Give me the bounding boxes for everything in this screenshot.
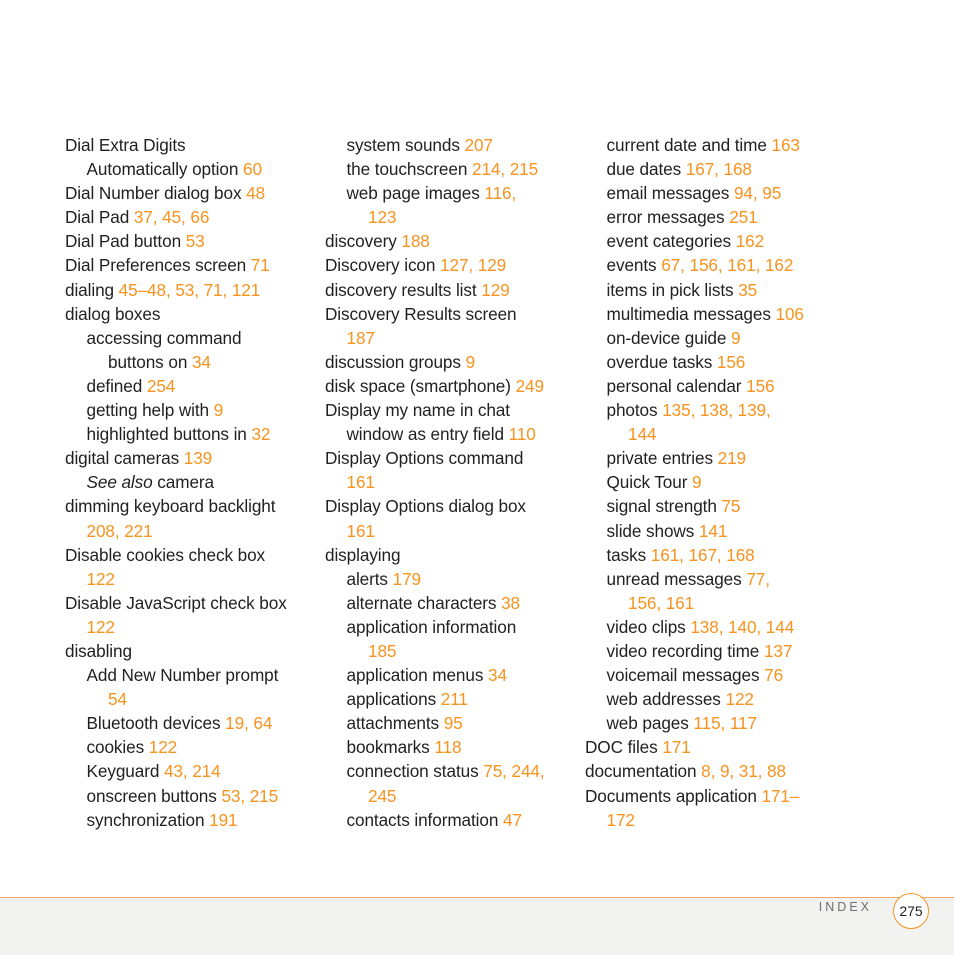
index-term: personal calendar — [606, 375, 747, 396]
page-reference-link[interactable]: 77, — [746, 568, 770, 589]
index-term: disk space (smartphone) — [325, 375, 516, 396]
index-entry — [325, 229, 575, 253]
index-entry — [585, 278, 835, 302]
page-reference-link[interactable]: 8, 9, 31, 88 — [701, 761, 786, 782]
index-term: Documents application — [585, 785, 762, 806]
index-term: discussion groups — [325, 351, 466, 372]
page-reference-link[interactable]: 122 — [148, 737, 178, 758]
index-term: alternate characters — [346, 592, 502, 613]
index-entry — [585, 735, 835, 759]
index-entry — [585, 615, 835, 639]
index-term: Quick Tour — [606, 472, 693, 493]
page-reference-link[interactable]: 54 — [108, 689, 127, 710]
page-reference-link[interactable]: 162 — [735, 231, 765, 252]
page-reference-link[interactable]: 35 — [738, 279, 758, 300]
page-reference-link[interactable]: 123 — [368, 207, 397, 228]
index-column-3 — [585, 133, 835, 832]
index-term: due dates — [606, 159, 686, 180]
index-entry — [325, 253, 575, 277]
index-term: displaying — [325, 544, 401, 565]
page-reference-link[interactable]: 167, 168 — [685, 159, 752, 180]
page-reference-link[interactable]: 207 — [464, 135, 493, 155]
page-reference-link[interactable]: 211 — [440, 689, 468, 710]
index-entry — [325, 759, 575, 783]
page-reference-link[interactable]: 34 — [488, 665, 507, 686]
index-term: overdue tasks — [606, 351, 717, 372]
page-reference-link[interactable]: 245 — [368, 785, 397, 806]
index-entry — [325, 711, 575, 735]
page-reference-link[interactable]: 75, 244, — [483, 761, 545, 782]
index-term: digital cameras — [65, 448, 184, 469]
index-entry — [325, 591, 575, 615]
index-term: Dial Pad button — [65, 231, 186, 252]
index-entry — [585, 784, 835, 808]
page-reference-link[interactable]: 53 — [185, 231, 205, 252]
index-entry — [325, 350, 575, 374]
index-entry — [65, 615, 315, 639]
index-term: alerts — [346, 568, 393, 589]
index-term: defined — [86, 375, 147, 396]
index-entry — [585, 181, 835, 205]
index-entry — [585, 808, 835, 832]
index-entry — [65, 278, 315, 302]
page-reference-link[interactable]: 127, 129 — [440, 255, 507, 276]
index-entry — [325, 422, 575, 446]
page-reference-link[interactable]: 116, — [484, 183, 517, 204]
index-entry — [585, 422, 835, 446]
index-entry — [585, 663, 835, 687]
index-term: Discovery icon — [325, 255, 441, 276]
index-term: Disable cookies check box — [65, 544, 266, 565]
page-reference-link[interactable]: 172 — [606, 809, 635, 830]
index-term: video recording time — [606, 640, 764, 661]
index-entry — [585, 157, 835, 181]
index-entry — [65, 519, 315, 543]
index-term: Bluetooth devices — [86, 713, 226, 734]
page-reference-link[interactable]: 45–48, 53, 71, 121 — [118, 279, 261, 300]
index-term: unread messages — [606, 568, 747, 589]
index-term: bookmarks — [346, 737, 435, 758]
index-term: window as entry field — [346, 424, 509, 445]
index-term: discovery — [325, 231, 402, 252]
index-term: contacts information — [346, 809, 503, 830]
page-reference-link[interactable]: 185 — [368, 640, 397, 661]
index-entry — [585, 687, 835, 711]
index-entry — [585, 567, 835, 591]
index-entry — [585, 494, 835, 518]
index-entry — [585, 543, 835, 567]
index-entry — [65, 133, 315, 157]
index-term: web addresses — [606, 689, 726, 710]
index-entry — [325, 808, 575, 832]
index-term: synchronization — [86, 809, 210, 830]
page-reference-link[interactable]: 9 — [213, 400, 224, 421]
index-term: signal strength — [606, 496, 722, 517]
index-term: private entries — [606, 448, 718, 469]
page-reference-link[interactable]: 163 — [771, 135, 800, 155]
index-term: disabling — [65, 640, 132, 661]
page-reference-link[interactable]: 187 — [346, 327, 375, 348]
index-term: voicemail messages — [606, 665, 765, 686]
index-term: Display Options dialog box — [325, 496, 526, 517]
page-reference-link[interactable]: 75 — [721, 496, 741, 517]
index-entry — [325, 398, 575, 422]
see-also-label: See also — [86, 472, 153, 493]
index-term: attachments — [346, 713, 444, 734]
index-entry — [585, 639, 835, 663]
index-term: Add New Number prompt — [86, 665, 279, 686]
index-entry — [325, 133, 575, 157]
index-entry — [65, 591, 315, 615]
index-entry — [585, 759, 835, 783]
page-reference-link[interactable]: 9 — [731, 327, 741, 348]
page-reference-link[interactable]: 191 — [209, 809, 238, 830]
index-entry — [585, 519, 835, 543]
index-term: application information — [346, 616, 517, 637]
index-entry — [65, 784, 315, 808]
index-term: photos — [606, 400, 663, 421]
page-reference-link[interactable]: 122 — [86, 616, 115, 637]
page-reference-link[interactable]: 32 — [251, 424, 271, 445]
index-term: getting help with — [86, 400, 214, 421]
index-entry — [325, 326, 575, 350]
page-reference-link[interactable]: 156 — [716, 351, 746, 372]
page-reference-link[interactable]: 138, 140, 144 — [690, 616, 795, 637]
index-term: discovery results list — [325, 279, 482, 300]
index-entry — [325, 157, 575, 181]
index-term: application menus — [346, 665, 489, 686]
index-entry — [325, 639, 575, 663]
page-reference-link[interactable]: 214, 215 — [471, 159, 539, 180]
index-entry — [325, 205, 575, 229]
index-entry — [585, 205, 835, 229]
page-reference-link[interactable]: 106 — [775, 303, 804, 324]
index-term: DOC files — [585, 737, 663, 758]
index-entry — [65, 567, 315, 591]
index-term: email messages — [606, 183, 734, 204]
index-entry — [65, 350, 315, 374]
index-term: events — [606, 255, 662, 276]
page-reference-link[interactable]: 37, 45, 66 — [133, 207, 210, 228]
page-reference-link[interactable]: 48 — [246, 183, 266, 204]
index-entry — [65, 759, 315, 783]
index-entry — [65, 229, 315, 253]
index-term: connection status — [346, 761, 484, 782]
page-reference-link[interactable]: 19, 64 — [225, 713, 273, 734]
page-reference-link[interactable]: 171– — [761, 785, 800, 806]
index-entry — [325, 494, 575, 518]
page-reference-link[interactable]: 139 — [183, 448, 213, 469]
index-term: Keyguard — [86, 761, 164, 782]
index-term: tasks — [606, 544, 651, 565]
index-entry — [65, 157, 315, 181]
index-term: Disable JavaScript check box — [65, 592, 287, 613]
page-reference-link[interactable]: 38 — [501, 592, 520, 613]
index-term: video clips — [606, 616, 691, 637]
index-entry — [65, 687, 315, 711]
page-number: 275 — [893, 893, 929, 929]
page-reference-link[interactable]: 118 — [434, 737, 462, 758]
index-entry — [65, 398, 315, 422]
page-reference-link[interactable]: 122 — [86, 568, 115, 589]
index-entry — [585, 374, 835, 398]
page-reference-link[interactable]: 219 — [717, 448, 747, 469]
page-reference-link[interactable]: 95 — [443, 713, 463, 734]
index-entry — [585, 133, 835, 157]
index-entry — [325, 784, 575, 808]
index-entry — [325, 374, 575, 398]
index-entry — [325, 543, 575, 567]
index-entry — [325, 567, 575, 591]
index-term: Dial Preferences screen — [65, 255, 251, 276]
page-reference-link[interactable]: 9 — [692, 472, 702, 493]
index-entry — [325, 663, 575, 687]
page-reference-link[interactable]: 135, 138, 139, — [662, 400, 771, 421]
index-entry — [325, 470, 575, 494]
index-term: web pages — [606, 713, 694, 734]
index-entry — [65, 205, 315, 229]
index-term: items in pick lists — [606, 279, 739, 300]
page-reference-link[interactable]: 43, 214 — [163, 761, 221, 782]
index-entry — [325, 735, 575, 759]
index-term: multimedia messages — [606, 303, 776, 324]
index-entry — [65, 253, 315, 277]
index-term: event categories — [606, 231, 736, 252]
index-entry — [325, 615, 575, 639]
page-reference-link[interactable]: 188 — [401, 231, 430, 252]
page-reference-link[interactable]: 161 — [346, 472, 375, 493]
index-entry — [585, 470, 835, 494]
page-reference-link[interactable]: 53, 215 — [221, 785, 279, 806]
index-column-2 — [325, 133, 575, 832]
page-reference-link[interactable]: 137 — [763, 640, 793, 661]
page-reference-link[interactable]: 115, 117 — [693, 713, 757, 734]
index-entry — [65, 711, 315, 735]
index-entry — [65, 735, 315, 759]
index-entry — [325, 302, 575, 326]
index-entry — [325, 687, 575, 711]
page-reference-link[interactable]: 144 — [628, 424, 657, 445]
page-reference-link[interactable]: 161 — [346, 520, 375, 541]
index-term: onscreen buttons — [86, 785, 222, 806]
page-reference-link[interactable]: 254 — [146, 375, 176, 396]
page-reference-link[interactable]: 67, 156, 161, 162 — [661, 255, 794, 276]
index-term: dialing — [65, 279, 119, 300]
section-label: INDEX — [818, 900, 872, 914]
page-reference-link[interactable]: 9 — [465, 351, 476, 372]
index-term: Display my name in chat — [325, 400, 510, 421]
index-entry — [325, 278, 575, 302]
index-entry — [325, 519, 575, 543]
index-term: the touchscreen — [346, 159, 472, 180]
index-entry — [65, 302, 315, 326]
index-entry — [585, 253, 835, 277]
page-reference-link[interactable]: 129 — [481, 279, 510, 300]
page-reference-link[interactable]: 34 — [191, 351, 211, 372]
index-term: camera — [152, 472, 214, 493]
page-reference-link[interactable]: 156, 161 — [628, 592, 695, 613]
index-term: Automatically option — [86, 159, 243, 180]
index-entry — [585, 446, 835, 470]
page-reference-link[interactable]: 141 — [698, 520, 728, 541]
page-reference-link[interactable]: 208, 221 — [86, 520, 153, 541]
index-entry — [325, 446, 575, 470]
index-term: system sounds — [346, 135, 465, 155]
page-reference-link[interactable]: 47 — [502, 809, 522, 830]
index-entry — [585, 398, 835, 422]
page-reference-link[interactable]: 71 — [250, 255, 270, 276]
index-entry — [585, 711, 835, 735]
index-entry — [585, 350, 835, 374]
index-term: Dial Number dialog box — [65, 183, 247, 204]
index-term: on-device guide — [606, 327, 732, 348]
index-term: buttons on — [108, 351, 192, 372]
page-reference-link[interactable]: 251 — [729, 207, 758, 228]
index-entry — [65, 181, 315, 205]
page-reference-link[interactable]: 179 — [392, 568, 421, 589]
index-entry — [65, 446, 315, 470]
index-term: current date and time — [606, 135, 772, 155]
index-entry — [65, 470, 315, 494]
index-entry — [585, 229, 835, 253]
page-reference-link[interactable]: 249 — [515, 375, 544, 396]
page-reference-link[interactable]: 122 — [725, 689, 754, 710]
index-term: web page images — [346, 183, 485, 204]
index-entry — [585, 302, 835, 326]
index-entry — [65, 326, 315, 350]
index-term: Dial Extra Digits — [65, 135, 186, 155]
index-term: documentation — [585, 761, 702, 782]
index-entry — [65, 374, 315, 398]
index-entry — [585, 591, 835, 615]
index-term: slide shows — [606, 520, 699, 541]
index-entry — [65, 422, 315, 446]
index-term: Display Options command — [325, 448, 524, 469]
page-reference-link[interactable]: 110 — [508, 424, 536, 445]
index-entry — [65, 639, 315, 663]
index-term: Discovery Results screen — [325, 303, 517, 324]
page-reference-link[interactable]: 60 — [243, 159, 262, 180]
index-entry — [65, 663, 315, 687]
index-term: cookies — [86, 737, 149, 758]
index-entry — [65, 494, 315, 518]
index-term: error messages — [606, 207, 730, 228]
index-term: dimming keyboard backlight — [65, 496, 276, 517]
index-term: dialog boxes — [65, 303, 161, 324]
index-column-1 — [65, 133, 315, 832]
index-entry — [65, 543, 315, 567]
index-term: Dial Pad — [65, 207, 134, 228]
page-reference-link[interactable]: 76 — [764, 665, 784, 686]
page-reference-link[interactable]: 156 — [746, 375, 775, 396]
page-reference-link[interactable]: 161, 167, 168 — [650, 544, 755, 565]
page-reference-link[interactable]: 171 — [662, 737, 691, 758]
index-entry — [585, 326, 835, 350]
index-entry — [325, 181, 575, 205]
index-term: applications — [346, 689, 441, 710]
index-term: accessing command — [86, 327, 242, 348]
index-entry — [65, 808, 315, 832]
index-term: highlighted buttons in — [86, 424, 252, 445]
page-reference-link[interactable]: 94, 95 — [733, 183, 782, 204]
